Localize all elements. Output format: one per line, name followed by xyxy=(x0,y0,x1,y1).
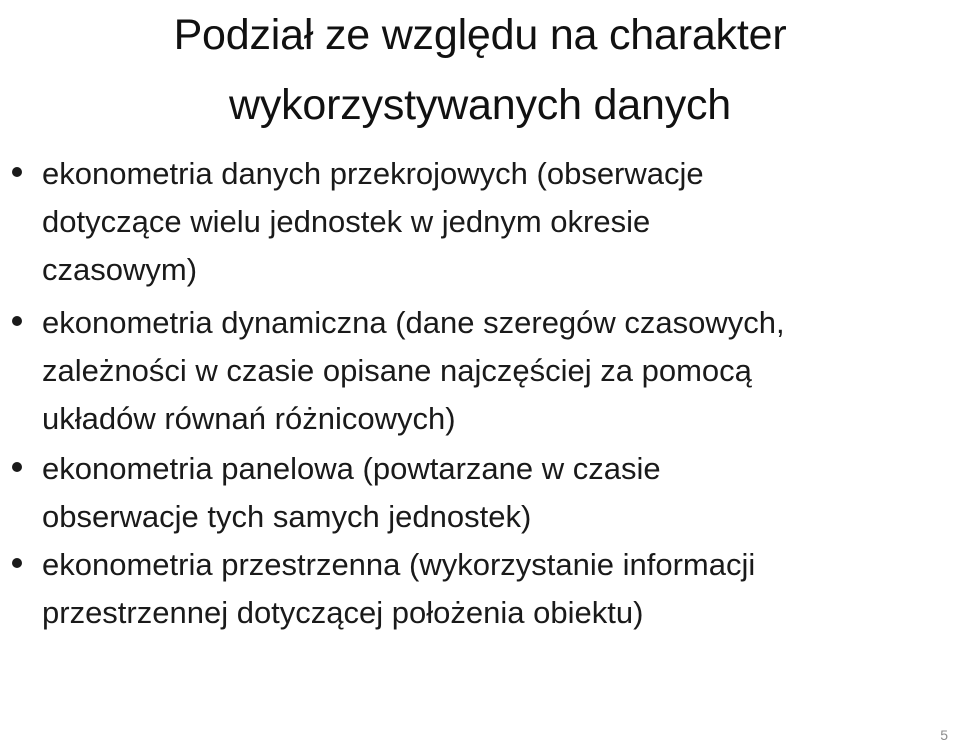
bullet-line: układów równań różnicowych) xyxy=(42,401,456,436)
bullet-line: ekonometria dynamiczna (dane szeregów czasowych, xyxy=(42,305,785,340)
bullet-item-spatial xyxy=(0,541,960,637)
slide-title-line-1: Podział ze względu na charakter xyxy=(173,11,787,59)
bullet-dot-icon xyxy=(12,462,22,472)
bullet-item-panel xyxy=(0,445,960,541)
bullet-item-cross-sectional xyxy=(0,150,960,294)
bullet-line: przestrzennej dotyczącej położenia obiektu) xyxy=(42,595,644,630)
bullet-line: obserwacje tych samych jednostek) xyxy=(42,499,532,534)
bullet-line: ekonometria przestrzenna (wykorzystanie informacji xyxy=(42,547,756,582)
bullet-line: dotyczące wielu jednostek w jednym okresie xyxy=(42,204,651,239)
bullet-dot-icon xyxy=(12,167,22,177)
bullet-dot-icon xyxy=(12,316,22,326)
bullet-item-dynamic xyxy=(0,299,960,443)
bullet-dot-icon xyxy=(12,558,22,568)
bullet-line: zależności w czasie opisane najczęściej za pomocą xyxy=(42,353,752,388)
slide-title-line-2: wykorzystywanych danych xyxy=(228,81,732,129)
bullet-line: ekonometria danych przekrojowych (obserwacje xyxy=(42,156,704,191)
page-number: 5 xyxy=(940,727,948,743)
bullet-line: ekonometria panelowa (powtarzane w czasie xyxy=(42,451,661,486)
slide-title xyxy=(40,0,920,140)
bullet-list xyxy=(0,150,960,637)
bullet-line: czasowym) xyxy=(42,252,198,287)
